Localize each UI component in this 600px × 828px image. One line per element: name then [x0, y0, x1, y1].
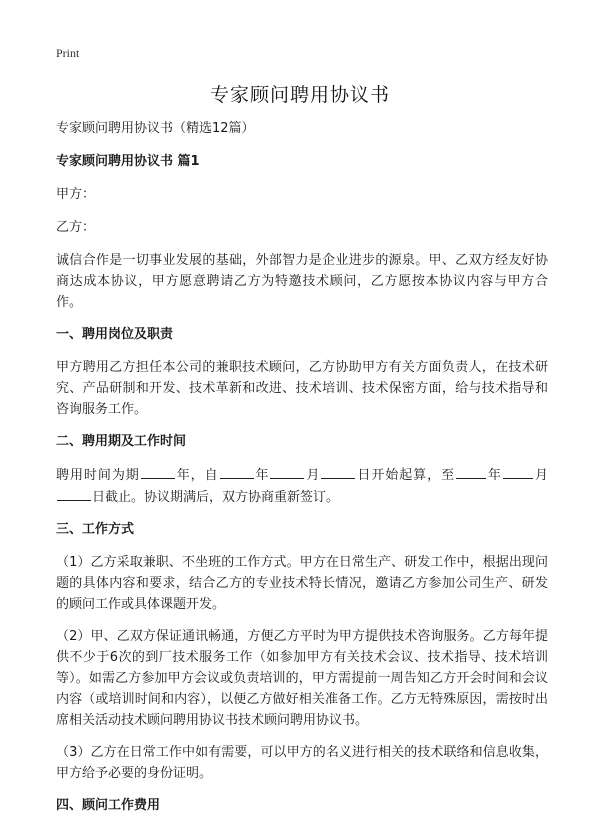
term-text: 月	[305, 468, 321, 483]
blank-term-years	[141, 464, 175, 479]
blank-end-year	[456, 464, 486, 479]
term-text: 日截止。协议期满后，双方协商重新签订。	[92, 490, 340, 505]
term-text: 日开始起算，至	[356, 468, 456, 483]
section-1-paragraph: 甲方聘用乙方担任本公司的兼职技术顾问，乙方协助甲方有关方面负责人，在技术研究、产品研制和开发、技术革新和改进、技术培训、技术保密方面，给与技术指导和咨询服务工作。	[56, 360, 548, 417]
blank-end-month	[503, 464, 533, 479]
document-subtitle: 专家顾问聘用协议书（精选12篇）	[56, 121, 255, 136]
section-3-paragraph-1: （1）乙方采取兼职、不坐班的工作方式。甲方在日常生产、研发工作中，根据出现问题的具体内容和要求，结合乙方的专业技术特长情况，邀请乙方参加公司生产、研发的顾问工作或具体课题开发。	[56, 555, 548, 612]
blank-start-day	[321, 464, 355, 479]
section-heading-3: 三、工作方式	[56, 522, 135, 537]
print-link[interactable]: Print	[56, 46, 80, 60]
blank-end-day	[57, 486, 91, 501]
section-heading-2: 二、聘用期及工作时间	[56, 434, 187, 449]
blank-start-month	[270, 464, 304, 479]
term-text: 月	[533, 468, 548, 483]
term-text: 年，自	[175, 468, 219, 483]
section-heading-1: 一、聘用岗位及职责	[56, 327, 174, 342]
intro-paragraph: 诚信合作是一切事业发展的基础，外部智力是企业进步的源泉。甲、乙双方经友好协商达成本协议，甲方愿意聘请乙方为特邀技术顾问，乙方愿按本协议内容与甲方合作。	[56, 253, 548, 310]
party-a-line: 甲方：	[56, 187, 96, 202]
section-3-paragraph-2: （2）甲、乙双方保证通讯畅通，方便乙方平时为甲方提供技术咨询服务。乙方每年提供不少于6次的到厂技术服务工作（如参加甲方有关技术会议、技术指导、技术培训等）。如需乙方参加甲方会议或负责培训的，甲方需提前一周告知乙方开会时间和会议内容（或培训时间和内容），以便乙方做好相关准备工作。乙方无特殊原因，需按时出席相关活动技术顾问聘用协议书技术顾问聘用协议书。	[56, 629, 548, 728]
party-b-line: 乙方：	[56, 220, 96, 235]
term-text: 年	[254, 468, 270, 483]
blank-start-year	[220, 464, 254, 479]
document-body	[56, 118, 548, 828]
term-text: 聘用时间为期	[56, 468, 140, 483]
document-title: 专家顾问聘用协议书	[209, 84, 390, 106]
section-2-paragraph	[56, 464, 548, 508]
section-3-paragraph-3: （3）乙方在日常工作中如有需要，可以甲方的名义进行相关的技术联络和信息收集，甲方给予必要的身份证明。	[56, 745, 548, 781]
part-title: 专家顾问聘用协议书 篇1	[56, 154, 200, 169]
section-heading-4: 四、顾问工作费用	[56, 798, 161, 813]
term-text: 年	[487, 468, 502, 483]
